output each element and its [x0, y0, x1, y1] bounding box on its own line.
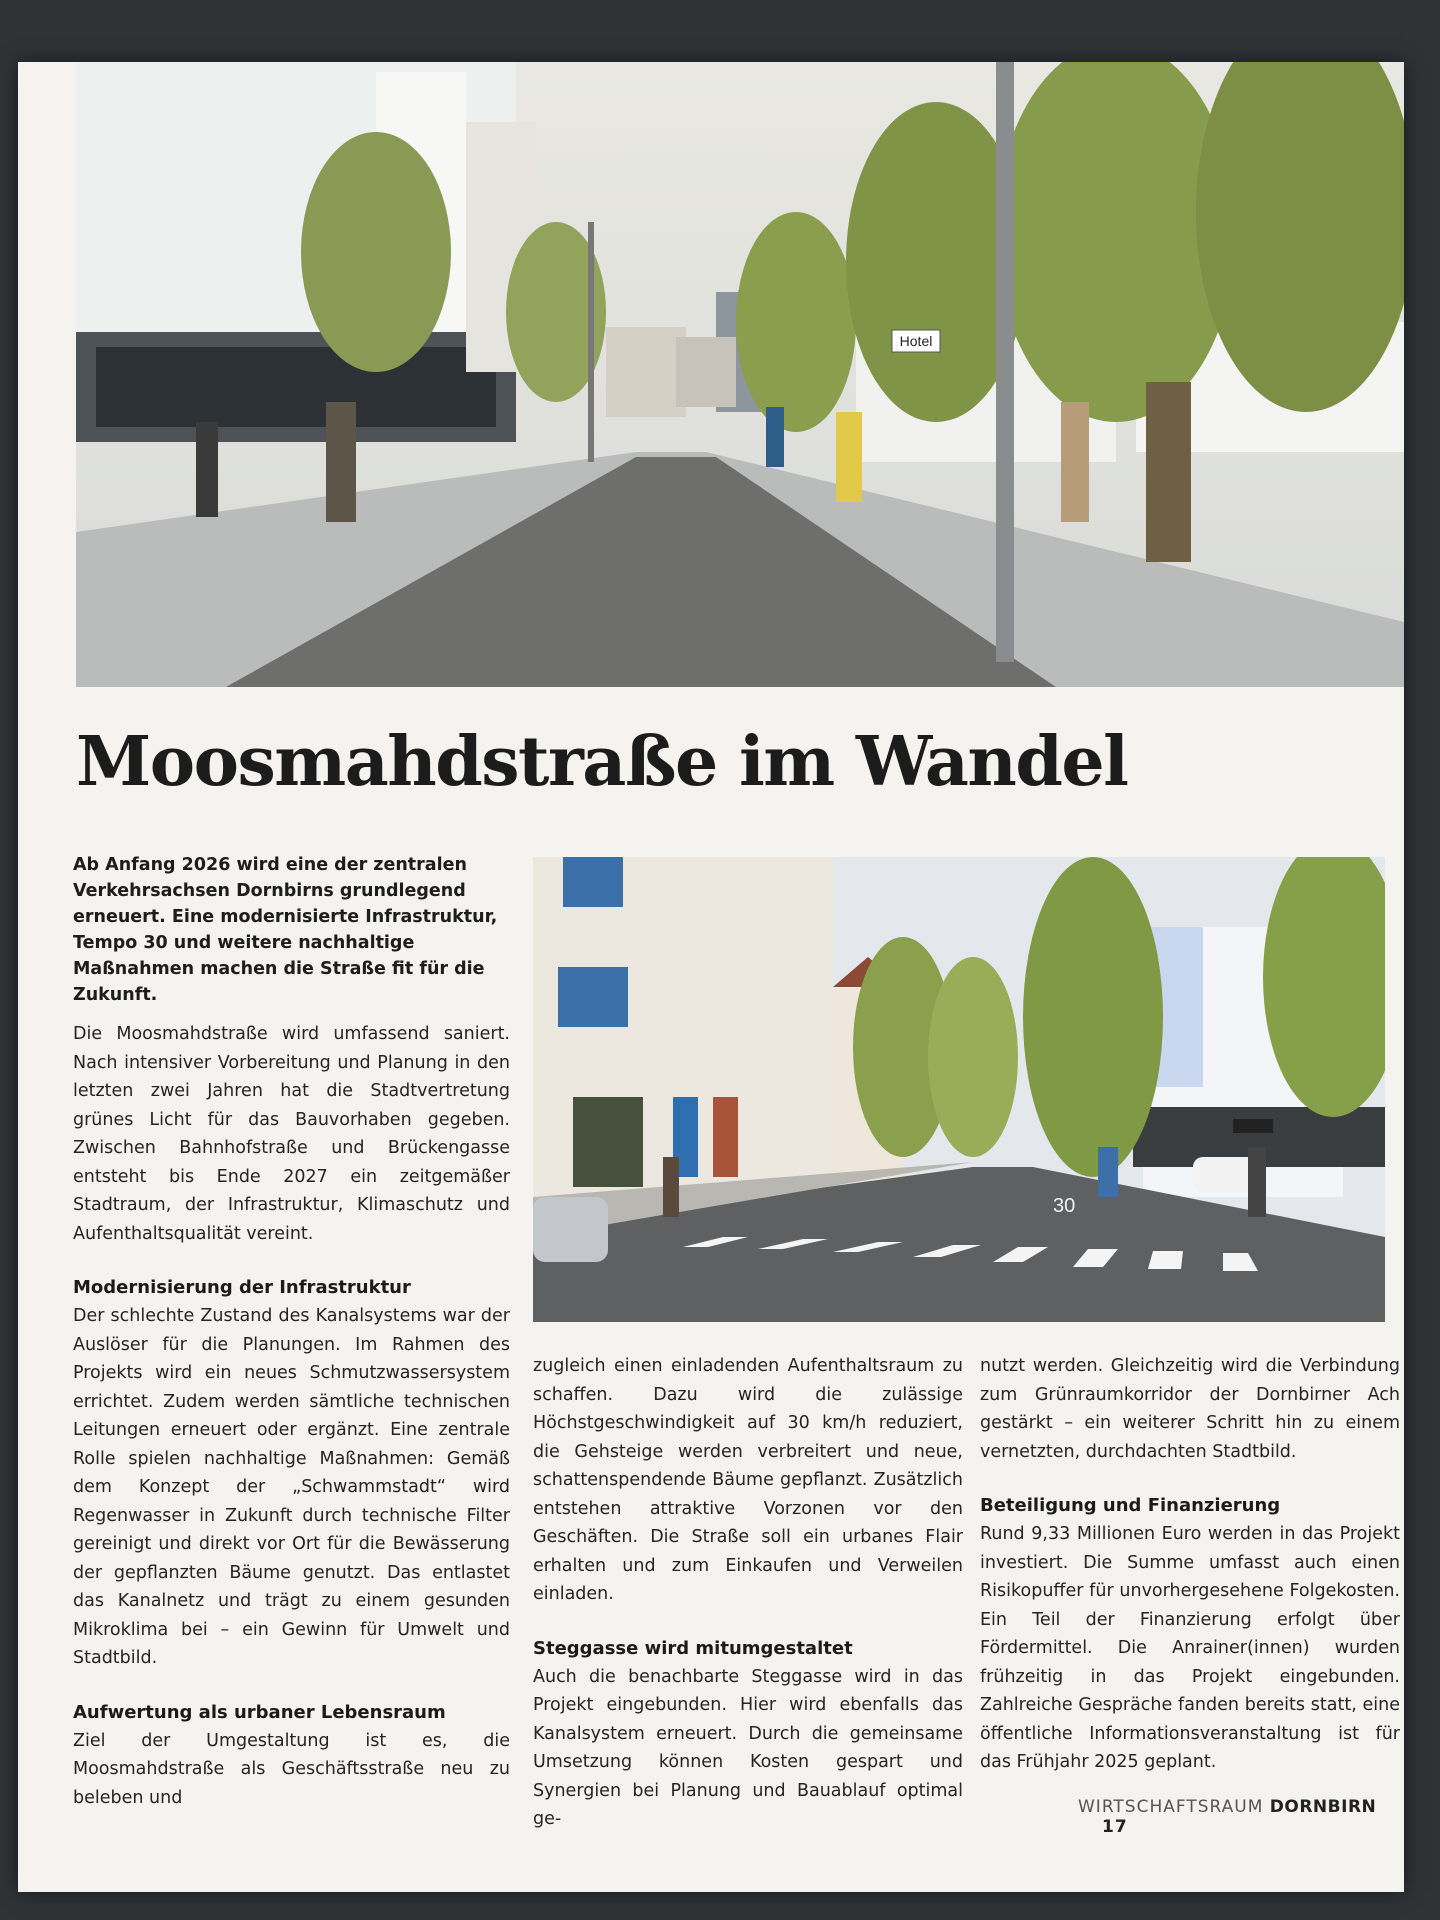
- paragraph-steggasse-end: nutzt werden. Gleichzeitig wird die Verbindung zum Grünraumkorridor der Dornbirner Ach gestärkt – ein weiterer Schritt hin zu einem vernetzten, durchdachten Stadtbild.: [980, 1356, 1400, 1462]
- magazine-page: [18, 62, 1404, 1892]
- heading-finanzierung: Beteiligung und Finanzierung: [980, 1495, 1281, 1516]
- page-footer: [1078, 1797, 1404, 1837]
- road-marking-30: 30: [1053, 1195, 1076, 1217]
- paragraph-steggasse-start: Auch die benachbarte Steggasse wird in das Projekt eingebunden. Hier wird ebenfalls das Kanalsystem erneuert. Durch die gemeinsame Umsetzung können Kosten gespart und Synergien bei Planung und Bauablauf optimal ge-: [533, 1666, 963, 1829]
- column-1: [73, 1020, 510, 1838]
- intro-paragraph: Die Moosmahdstraße wird umfassend saniert. Nach intensiver Vorbereitung und Planung in den letzten zwei Jahren hat die Stadtvertretung grünes Licht für das Bauvorhaben gegeben. Zwischen Bahnhofstraße und Brückengasse entsteht bis Ende 2027 ein zeitgemäßer Stadtraum, der Infrastruktur, Klimaschutz und Aufenthaltsqualität vereint.: [73, 1024, 510, 1244]
- hotel-sign: Hotel: [899, 333, 933, 349]
- page-number: 17: [1102, 1817, 1128, 1837]
- paragraph-lebensraum-start: Ziel der Umgestaltung ist es, die Moosmahdstraße als Geschäftsstraße neu zu beleben und: [73, 1730, 510, 1808]
- footer-brand: DORNBIRN: [1269, 1797, 1377, 1817]
- heading-infrastruktur: Modernisierung der Infrastruktur: [73, 1277, 411, 1298]
- paragraph-infrastruktur: Der schlechte Zustand des Kanalsystems war der Auslöser für die Planungen. Im Rahmen des Projekts wird ein neues Schmutzwassersystem errichtet. Zudem werden sämtliche technischen Leitungen erneuert oder ergänzt. Eine zentrale Rolle spielen nachhaltige Maßnahmen: Gemäß dem Konzept der „Schwammstadt“ wird Regenwasser in Zukunft durch technische Filter gereinigt und direkt vor Ort für die Bewässerung der gepflanzten Bäume genutzt. Das entlastet das Kanalnetz und trägt zu einem gesunden Mikroklima bei – ein Gewinn für Umwelt und Stadtbild.: [73, 1306, 510, 1668]
- paragraph-finanzierung: Rund 9,33 Millionen Euro werden in das Projekt investiert. Die Summe umfasst auch einen Risikopuffer für unvorhergesehene Folgekosten. Ein Teil der Finanzierung erfolgt über Fördermittel. Die Anrainer(innen) wurden frühzeitig in das Projekt eingebunden. Zahlreiche Gespräche fanden bereits statt, eine öffentliche Informationsveranstaltung ist für das Frühjahr 2025 geplant.: [980, 1524, 1400, 1772]
- hero-street-rendering: [76, 62, 1404, 687]
- heading-lebensraum: Aufwertung als urbaner Lebensraum: [73, 1701, 446, 1723]
- street-crossing-rendering: [533, 857, 1385, 1322]
- paragraph-lebensraum-end: zugleich einen einladenden Aufenthaltsraum zu schaffen. Dazu wird die zulässige Höchstgeschwindigkeit auf 30 km/h reduziert, die Gehsteige werden verbreitert und neue, schattenspendende Bäume gepflanzt. Zusätzlich entstehen attraktive Vorzonen vor den Geschäften. Die Straße soll ein urbanes Flair erhalten und zum Einkaufen und Verweilen einladen.: [533, 1356, 963, 1604]
- column-3: [980, 1352, 1400, 1803]
- footer-section: WIRTSCHAFTSRAUM: [1078, 1797, 1264, 1817]
- article-title: Moosmahdstraße im Wandel: [76, 722, 1128, 802]
- heading-steggasse: Steggasse wird mitumgestaltet: [533, 1637, 853, 1659]
- column-2: [533, 1352, 963, 1860]
- article-lead: Ab Anfang 2026 wird eine der zentralen Verkehrsachsen Dornbirns grundlegend erneuert. Eine modernisierte Infrastruktur, Tempo 30 und weitere nachhaltige Maßnahmen machen die Straße fit für die Zukunft.: [73, 855, 498, 1005]
